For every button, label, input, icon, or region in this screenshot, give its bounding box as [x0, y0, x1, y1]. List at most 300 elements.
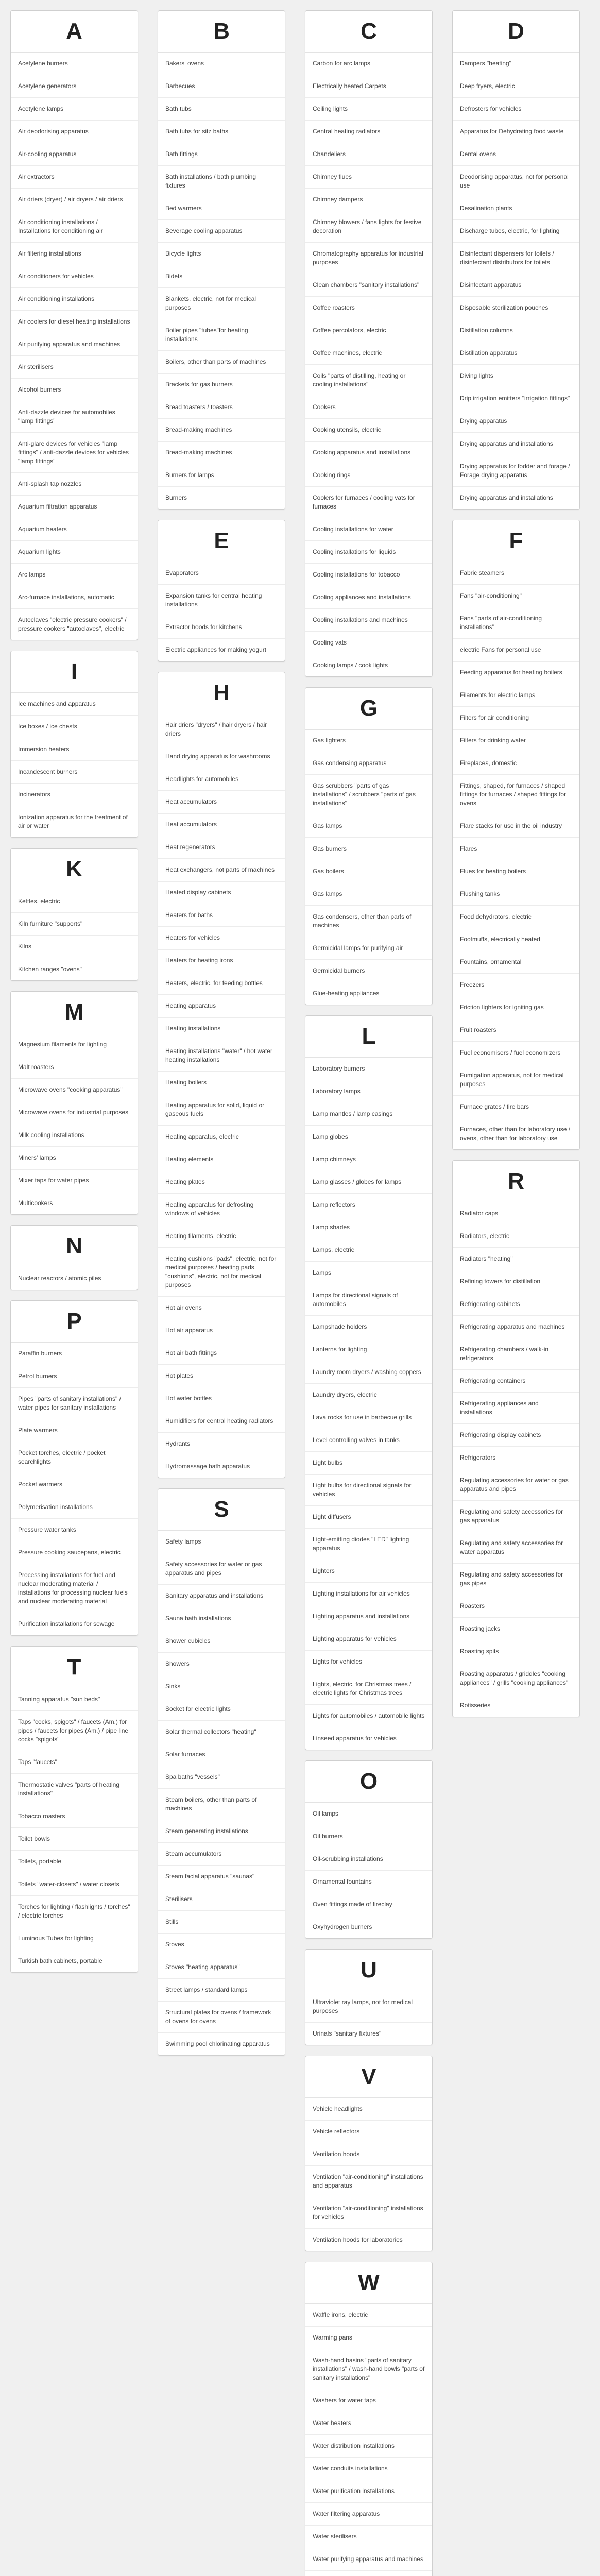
list-item[interactable]: Fabric steamers — [453, 562, 579, 585]
list-item[interactable]: Aquarium lights — [11, 541, 138, 564]
list-item[interactable]: Air deodorising apparatus — [11, 121, 138, 143]
list-item[interactable]: Steam boilers, other than parts of machines — [158, 1789, 285, 1820]
list-item[interactable]: Lights for automobiles / automobile lights — [305, 1705, 432, 1727]
list-item[interactable]: Defrosters for vehicles — [453, 98, 579, 121]
list-item[interactable]: Toilet bowls — [11, 1828, 138, 1851]
list-item[interactable]: Blankets, electric, not for medical purposes — [158, 288, 285, 319]
list-item[interactable]: Heaters for vehicles — [158, 927, 285, 950]
list-item[interactable]: Boilers, other than parts of machines — [158, 351, 285, 374]
list-item[interactable]: Hydromassage bath apparatus — [165, 1463, 250, 1470]
list-item[interactable]: Lanterns for lighting — [305, 1338, 432, 1361]
list-item[interactable]: Lamps — [305, 1262, 432, 1284]
list-item[interactable]: Air conditioning installations / Installations for conditioning air — [11, 211, 138, 243]
list-item[interactable]: Sinks — [158, 1675, 285, 1698]
list-item[interactable]: Burners — [165, 494, 187, 501]
list-item[interactable]: Refrigerating display cabinets — [453, 1424, 579, 1447]
list-item[interactable]: Lighting apparatus and installations — [305, 1605, 432, 1628]
list-item[interactable]: Beverage cooling apparatus — [158, 220, 285, 243]
list-item[interactable]: Mixer taps for water pipes — [11, 1170, 138, 1192]
list-item[interactable]: Ornamental fountains — [305, 1871, 432, 1893]
list-item[interactable]: Heating installations "water" / hot water heating installations — [158, 1040, 285, 1072]
list-item[interactable]: Regulating accessories for water or gas apparatus and pipes — [453, 1469, 579, 1501]
list-item[interactable]: Pressure cooking saucepans, electric — [11, 1541, 138, 1564]
list-item[interactable]: Heating boilers — [158, 1072, 285, 1094]
list-item[interactable]: Steam facial apparatus "saunas" — [158, 1866, 285, 1888]
list-item[interactable]: Acetylene lamps — [11, 98, 138, 121]
list-item[interactable]: Ultraviolet ray lamps, not for medical purposes — [305, 1991, 432, 2023]
list-item[interactable]: Boiler pipes "tubes"for heating installations — [158, 319, 285, 351]
list-item[interactable]: Chromatography apparatus for industrial purposes — [305, 243, 432, 274]
list-item[interactable]: Lighting installations for air vehicles — [305, 1583, 432, 1605]
list-item[interactable]: Fans "air-conditioning" — [453, 585, 579, 607]
list-item[interactable]: Ice boxes / ice chests — [11, 716, 138, 738]
list-item[interactable]: Microwave ovens for industrial purposes — [11, 1101, 138, 1124]
list-item[interactable]: Glue-heating appliances — [313, 990, 380, 997]
list-item[interactable]: Kiln furniture "supports" — [11, 913, 138, 936]
list-item[interactable]: Immersion heaters — [11, 738, 138, 761]
list-item[interactable] — [305, 2571, 432, 2576]
list-item[interactable]: Bath tubs for sitz baths — [158, 121, 285, 143]
list-item[interactable]: Bread toasters / toasters — [158, 396, 285, 419]
list-item[interactable]: Roasting spits — [453, 1640, 579, 1663]
list-item[interactable]: Air purifying apparatus and machines — [11, 333, 138, 356]
list-item[interactable]: Hand drying apparatus for washrooms — [158, 745, 285, 768]
list-item[interactable]: Stoves — [158, 1934, 285, 1956]
list-item[interactable]: Urinals "sanitary fixtures" — [313, 2030, 382, 2037]
list-item[interactable]: electric Fans for personal use — [453, 639, 579, 662]
list-item[interactable]: Food dehydrators, electric — [453, 906, 579, 928]
list-item[interactable]: Miners' lamps — [11, 1147, 138, 1170]
list-item[interactable]: Heating elements — [158, 1148, 285, 1171]
list-item[interactable]: Anti-glare devices for vehicles "lamp fittings" / anti-dazzle devices for vehicles "lamp fittings" — [11, 433, 138, 473]
list-item[interactable]: Germicidal burners — [305, 960, 432, 982]
list-item[interactable]: Water filtering apparatus — [305, 2503, 432, 2526]
list-item[interactable]: Sterilisers — [158, 1888, 285, 1911]
list-item[interactable]: Deep fryers, electric — [453, 75, 579, 98]
list-item[interactable]: Torches for lighting / flashlights / torches" / electric torches — [11, 1896, 138, 1927]
list-item[interactable]: Acetylene generators — [11, 75, 138, 98]
list-item[interactable]: Refrigerating appliances and installations — [453, 1393, 579, 1424]
list-item[interactable]: Air conditioners for vehicles — [11, 265, 138, 288]
list-item[interactable]: Ventilation hoods for laboratories — [313, 2236, 403, 2243]
list-item[interactable]: Oil-scrubbing installations — [305, 1848, 432, 1871]
list-item[interactable]: Chandeliers — [305, 143, 432, 166]
list-item[interactable]: Kitchen ranges "ovens" — [18, 965, 82, 973]
list-item[interactable]: Flares — [453, 838, 579, 860]
list-item[interactable]: Ice machines and apparatus — [11, 693, 138, 716]
list-item[interactable]: Pipes "parts of sanitary installations" / water pipes for sanitary installations — [11, 1388, 138, 1419]
list-item[interactable]: Warming pans — [305, 2327, 432, 2349]
list-item[interactable]: Laundry dryers, electric — [305, 1384, 432, 1406]
list-item[interactable]: Bakers' ovens — [158, 53, 285, 75]
list-item[interactable]: Water conduits installations — [305, 2458, 432, 2480]
list-item[interactable]: Radiators, electric — [453, 1225, 579, 1248]
list-item[interactable]: Solar thermal collectors "heating" — [158, 1721, 285, 1743]
list-item[interactable]: Bicycle lights — [158, 243, 285, 265]
list-item[interactable]: Carbon for arc lamps — [305, 53, 432, 75]
list-item[interactable]: Lamps for directional signals of automobiles — [305, 1284, 432, 1316]
list-item[interactable]: Water purification installations — [305, 2480, 432, 2503]
list-item[interactable]: Bidets — [158, 265, 285, 288]
list-item[interactable]: Air coolers for diesel heating installations — [11, 311, 138, 333]
list-item[interactable]: Deodorising apparatus, not for personal use — [453, 166, 579, 197]
letter-heading: B — [158, 11, 285, 53]
list-item[interactable]: Gas boilers — [305, 860, 432, 883]
list-item[interactable]: Coffee roasters — [305, 297, 432, 319]
list-item[interactable]: Apparatus for Dehydrating food waste — [453, 121, 579, 143]
list-item[interactable]: Toilets "water-closets" / water closets — [11, 1873, 138, 1896]
list-item[interactable]: Stills — [158, 1911, 285, 1934]
list-item[interactable]: Ventilation "air-conditioning" installations for vehicles — [305, 2197, 432, 2229]
list-item[interactable]: Nuclear reactors / atomic piles — [18, 1275, 101, 1282]
list-item[interactable]: Level controlling valves in tanks — [305, 1429, 432, 1452]
list-item[interactable]: Heating apparatus for solid, liquid or gaseous fuels — [158, 1094, 285, 1126]
list-item[interactable]: Gas lighters — [305, 730, 432, 752]
list-item[interactable]: Incandescent burners — [11, 761, 138, 784]
list-item[interactable]: Heat regenerators — [158, 836, 285, 859]
list-item[interactable]: Heating apparatus — [158, 995, 285, 1018]
list-item[interactable]: Bed warmers — [158, 197, 285, 220]
list-item[interactable]: Water sterilisers — [305, 2526, 432, 2548]
list-item[interactable]: Radiators "heating" — [453, 1248, 579, 1270]
list-item[interactable]: Heating filaments, electric — [158, 1225, 285, 1248]
list-item[interactable]: Filaments for electric lamps — [453, 684, 579, 707]
list-item[interactable]: Waffle irons, electric — [305, 2304, 432, 2327]
list-item[interactable]: Milk cooling installations — [11, 1124, 138, 1147]
list-item[interactable]: Fumigation apparatus, not for medical purposes — [453, 1064, 579, 1096]
list-item[interactable]: Sauna bath installations — [158, 1607, 285, 1630]
list-item[interactable]: Rotisseries — [460, 1702, 491, 1709]
list-item[interactable]: Ionization apparatus for the treatment of air or water — [18, 814, 128, 829]
list-item[interactable]: Footmuffs, electrically heated — [453, 928, 579, 951]
list-item[interactable]: Gas condensers, other than parts of machines — [305, 906, 432, 937]
list-item[interactable]: Hot plates — [158, 1365, 285, 1387]
list-item[interactable]: Toilets, portable — [11, 1851, 138, 1873]
list-item[interactable]: Drip irrigation emitters "irrigation fittings" — [453, 387, 579, 410]
list-item[interactable]: Chimney blowers / fans lights for festive decoration — [305, 211, 432, 243]
list-item[interactable]: Oven fittings made of fireclay — [305, 1893, 432, 1916]
list-item[interactable]: Heating apparatus, electric — [158, 1126, 285, 1148]
list-item[interactable]: Heating plates — [158, 1171, 285, 1194]
list-item[interactable]: Lampshade holders — [305, 1316, 432, 1338]
list-item[interactable]: Refining towers for distillation — [453, 1270, 579, 1293]
list-item[interactable]: Cooling installations for tobacco — [305, 564, 432, 586]
list-item[interactable]: Bath tubs — [158, 98, 285, 121]
list-item[interactable]: Purification installations for sewage — [18, 1620, 115, 1628]
list-item[interactable]: Pocket warmers — [11, 1473, 138, 1496]
list-item[interactable]: Anti-dazzle devices for automobiles "lamp fittings" — [11, 401, 138, 433]
list-item[interactable]: Evaporators — [158, 562, 285, 585]
list-item[interactable]: Gas lamps — [305, 815, 432, 838]
list-item[interactable]: Bread-making machines — [158, 419, 285, 442]
list-item[interactable]: Flare stacks for use in the oil industry — [453, 815, 579, 838]
list-item[interactable]: Humidifiers for central heating radiators — [158, 1410, 285, 1433]
list-item[interactable]: Electric appliances for making yogurt — [165, 646, 267, 653]
list-item[interactable]: Structural plates for ovens / framework of ovens for ovens — [158, 2002, 285, 2033]
list-item[interactable]: Spa baths "vessels" — [158, 1766, 285, 1789]
list-item[interactable]: Kettles, electric — [11, 890, 138, 913]
list-item[interactable]: Heating cushions "pads", electric, not for medical purposes / heating pads "cushions", electric, not for medical purposes — [158, 1248, 285, 1297]
list-item[interactable]: Alcohol burners — [11, 379, 138, 401]
list-item[interactable]: Heating apparatus for defrosting windows of vehicles — [158, 1194, 285, 1225]
list-item[interactable]: Extractor hoods for kitchens — [158, 616, 285, 639]
list-item[interactable]: Flushing tanks — [453, 883, 579, 906]
list-item[interactable]: Lamp globes — [305, 1126, 432, 1148]
list-item[interactable]: Hot water bottles — [158, 1387, 285, 1410]
list-item[interactable]: Linseed apparatus for vehicles — [313, 1735, 397, 1742]
list-item[interactable]: Street lamps / standard lamps — [158, 1979, 285, 2002]
list-item[interactable]: Tanning apparatus "sun beds" — [11, 1688, 138, 1711]
list-item[interactable]: Lights, electric, for Christmas trees / electric lights for Christmas trees — [305, 1673, 432, 1705]
list-item[interactable]: Filters for drinking water — [453, 730, 579, 752]
list-item[interactable]: Bread-making machines — [158, 442, 285, 464]
list-item[interactable]: Barbecues — [158, 75, 285, 98]
list-item[interactable]: Fruit roasters — [453, 1019, 579, 1042]
list-item[interactable]: Air driers (dryer) / air dryers / air driers — [11, 189, 138, 211]
list-item[interactable]: Microwave ovens "cooking apparatus" — [11, 1079, 138, 1101]
list-item[interactable]: Cookers — [305, 396, 432, 419]
list-item[interactable]: Fireplaces, domestic — [453, 752, 579, 775]
list-item[interactable]: Luminous Tubes for lighting — [11, 1927, 138, 1950]
list-item[interactable]: Regulating and safety accessories for water apparatus — [453, 1532, 579, 1564]
list-item[interactable]: Malt roasters — [11, 1056, 138, 1079]
list-item[interactable]: Cooling vats — [305, 632, 432, 654]
list-item[interactable]: Burners for lamps — [158, 464, 285, 487]
list-item[interactable]: Refrigerating containers — [453, 1370, 579, 1393]
list-item[interactable]: Cooling installations and machines — [305, 609, 432, 632]
list-item[interactable]: Gas scrubbers "parts of gas installations" / scrubbers "parts of gas installations" — [305, 775, 432, 815]
letter-heading: L — [305, 1016, 432, 1058]
list-item[interactable]: Furnace grates / fire bars — [453, 1096, 579, 1118]
list-item[interactable]: Refrigerating apparatus and machines — [453, 1316, 579, 1338]
list-item[interactable]: Fittings, shaped, for furnaces / shaped fittings for furnaces / shaped fittings for ovens — [453, 775, 579, 815]
list-item[interactable]: Gas burners — [305, 838, 432, 860]
list-item[interactable]: Headlights for automobiles — [158, 768, 285, 791]
list-item[interactable]: Anti-splash tap nozzles — [11, 473, 138, 496]
list-item[interactable]: Aquarium filtration apparatus — [11, 496, 138, 518]
list-item[interactable]: Paraffin burners — [11, 1343, 138, 1365]
list-item[interactable]: Flues for heating boilers — [453, 860, 579, 883]
list-item[interactable]: Regulating and safety accessories for gas pipes — [453, 1564, 579, 1595]
list-item[interactable]: Chimney flues — [305, 166, 432, 189]
list-item[interactable]: Air filtering installations — [11, 243, 138, 265]
list-item[interactable]: Laundry room dryers / washing coppers — [305, 1361, 432, 1384]
list-item[interactable]: Petrol burners — [11, 1365, 138, 1388]
list-item[interactable]: Sanitary apparatus and installations — [158, 1585, 285, 1607]
list-item[interactable]: Cooking utensils, electric — [305, 419, 432, 442]
list-item[interactable]: Drying apparatus for fodder and forage / Forage drying apparatus — [453, 455, 579, 487]
list-item[interactable]: Steam accumulators — [158, 1843, 285, 1866]
list-item[interactable]: Lamp mantles / lamp casings — [305, 1103, 432, 1126]
list-item[interactable]: Heaters for baths — [158, 904, 285, 927]
list-item[interactable]: Diving lights — [453, 365, 579, 387]
list-item[interactable]: Hot air bath fittings — [158, 1342, 285, 1365]
list-item[interactable]: Distillation apparatus — [453, 342, 579, 365]
list-item[interactable]: Disinfectant apparatus — [453, 274, 579, 297]
list-item[interactable]: Air sterilisers — [11, 356, 138, 379]
list-item[interactable]: Fans "parts of air-conditioning installations" — [453, 607, 579, 639]
list-item[interactable]: Clean chambers "sanitary installations" — [305, 274, 432, 297]
list-item[interactable]: Cooking lamps / cook lights — [313, 662, 388, 669]
list-item[interactable]: Wash-hand basins "parts of sanitary installations" / wash-hand bowls "parts of sanitary installations" — [305, 2349, 432, 2389]
list-item[interactable]: Lava rocks for use in barbecue grills — [305, 1406, 432, 1429]
list-item[interactable]: Lighters — [305, 1560, 432, 1583]
list-item[interactable]: Gas condensing apparatus — [305, 752, 432, 775]
letter-card-b — [158, 10, 285, 510]
list-item[interactable]: Oil burners — [305, 1825, 432, 1848]
list-item[interactable]: Drying apparatus and installations — [460, 494, 553, 501]
list-item[interactable]: Refrigerating cabinets — [453, 1293, 579, 1316]
list-item[interactable]: Air-cooling apparatus — [11, 143, 138, 166]
list-item[interactable]: Brackets for gas burners — [158, 374, 285, 396]
list-item[interactable]: Laboratory lamps — [305, 1080, 432, 1103]
list-item[interactable]: Drying apparatus and installations — [453, 433, 579, 455]
list-item[interactable]: Socket for electric lights — [158, 1698, 285, 1721]
list-item[interactable]: Filters for air conditioning — [453, 707, 579, 730]
list-item[interactable]: Heat accumulators — [158, 814, 285, 836]
list-item[interactable]: Pressure water tanks — [11, 1519, 138, 1541]
list-item[interactable]: Water distribution installations — [305, 2435, 432, 2458]
list-item[interactable]: Arc lamps — [11, 564, 138, 586]
list-item[interactable]: Heating installations — [158, 1018, 285, 1040]
list-item[interactable]: Heaters for heating irons — [158, 950, 285, 972]
list-item[interactable]: Shower cubicles — [158, 1630, 285, 1653]
list-item[interactable]: Water heaters — [305, 2412, 432, 2435]
list-item[interactable]: Heaters, electric, for feeding bottles — [158, 972, 285, 995]
list-item[interactable]: Cooking apparatus and installations — [305, 442, 432, 464]
list-item[interactable]: Radiator caps — [453, 1202, 579, 1225]
list-item[interactable]: Refrigerators — [453, 1447, 579, 1469]
list-item[interactable]: Fountains, ornamental — [453, 951, 579, 974]
list-item[interactable]: Light bulbs for directional signals for vehicles — [305, 1475, 432, 1506]
list-item[interactable]: Safety lamps — [158, 1531, 285, 1553]
list-item[interactable]: Central heating radiators — [305, 121, 432, 143]
list-item[interactable]: Kilns — [11, 936, 138, 958]
list-item[interactable]: Lamp shades — [305, 1216, 432, 1239]
list-item[interactable]: Roasting apparatus / griddles "cooking appliances" / grills "cooking appliances" — [453, 1663, 579, 1694]
list-item[interactable]: Showers — [158, 1653, 285, 1675]
list-item[interactable]: Hot air apparatus — [158, 1319, 285, 1342]
list-item[interactable]: Multicookers — [18, 1199, 53, 1207]
list-item[interactable]: Vehicle headlights — [305, 2098, 432, 2121]
list-item[interactable]: Roasting jacks — [453, 1618, 579, 1640]
list-item[interactable]: Lighting apparatus for vehicles — [305, 1628, 432, 1651]
list-item[interactable]: Heat exchangers, not parts of machines — [158, 859, 285, 882]
list-item[interactable]: Coffee percolators, electric — [305, 319, 432, 342]
list-item[interactable]: Lamps, electric — [305, 1239, 432, 1262]
list-item[interactable]: Incinerators — [11, 784, 138, 806]
list-item[interactable]: Germicidal lamps for purifying air — [305, 937, 432, 960]
list-item[interactable]: Chimney dampers — [305, 189, 432, 211]
list-item[interactable]: Processing installations for fuel and nuclear moderating material / installations for processing nuclear fuels and nuclear moderating material — [11, 1564, 138, 1613]
list-item[interactable]: Lights for vehicles — [305, 1651, 432, 1673]
list-item[interactable]: Gas lamps — [305, 883, 432, 906]
list-item[interactable]: Cooling installations for liquids — [305, 541, 432, 564]
list-item[interactable]: Dental ovens — [453, 143, 579, 166]
list-item[interactable]: Light-emitting diodes "LED" lighting apparatus — [305, 1529, 432, 1560]
list-item[interactable]: Coolers for furnaces / cooling vats for furnaces — [305, 487, 432, 518]
list-item[interactable]: Magnesium filaments for lighting — [11, 1033, 138, 1056]
list-item[interactable]: Refrigerating chambers / walk-in refrigerators — [453, 1338, 579, 1370]
list-item[interactable]: Aquarium heaters — [11, 518, 138, 541]
list-item[interactable]: Cooling installations for water — [305, 518, 432, 541]
list-item[interactable]: Vehicle reflectors — [305, 2121, 432, 2143]
list-item[interactable]: Pocket torches, electric / pocket searchlights — [11, 1442, 138, 1473]
list-item[interactable]: Oil lamps — [305, 1803, 432, 1825]
list-item[interactable]: Friction lighters for igniting gas — [453, 996, 579, 1019]
list-item[interactable]: Arc-furnace installations, automatic — [11, 586, 138, 609]
list-item[interactable]: Thermostatic valves "parts of heating installations" — [11, 1774, 138, 1805]
list-item[interactable]: Electrically heated Carpets — [305, 75, 432, 98]
list-item[interactable]: Freezers — [453, 974, 579, 996]
list-item[interactable]: Discharge tubes, electric, for lighting — [453, 220, 579, 243]
list-item[interactable]: Light bulbs — [305, 1452, 432, 1475]
list-item[interactable]: Desalination plants — [453, 197, 579, 220]
list-item[interactable]: Coils "parts of distilling, heating or cooling installations" — [305, 365, 432, 396]
list-item[interactable]: Bath installations / bath plumbing fixtures — [158, 166, 285, 197]
list-item[interactable]: Disposable sterilization pouches — [453, 297, 579, 319]
list-item[interactable]: Ceiling lights — [305, 98, 432, 121]
list-item[interactable]: Heated display cabinets — [158, 882, 285, 904]
list-item[interactable]: Bath fittings — [158, 143, 285, 166]
list-item[interactable]: Solar furnaces — [158, 1743, 285, 1766]
list-item[interactable]: Air extractors — [11, 166, 138, 189]
list-item[interactable]: Turkish bath cabinets, portable — [18, 1957, 102, 1964]
list-item[interactable]: Water purifying apparatus and machines — [305, 2548, 432, 2571]
list-item[interactable]: Washers for water taps — [305, 2389, 432, 2412]
list-item[interactable]: Acetylene burners — [11, 53, 138, 75]
list-item[interactable]: Light diffusers — [305, 1506, 432, 1529]
list-item[interactable]: Coffee machines, electric — [305, 342, 432, 365]
list-item[interactable]: Safety accessories for water or gas apparatus and pipes — [158, 1553, 285, 1585]
list-item[interactable]: Polymerisation installations — [11, 1496, 138, 1519]
list-item[interactable]: Taps "cocks, spigots" / faucets (Am.) for pipes / faucets for pipes (Am.) / pipe line cocks "spigots" — [11, 1711, 138, 1751]
list-item[interactable]: Lamp reflectors — [305, 1194, 432, 1216]
list-item[interactable]: Oxyhydrogen burners — [313, 1923, 372, 1930]
list-item[interactable]: Plate warmers — [11, 1419, 138, 1442]
list-item[interactable]: Regulating and safety accessories for gas apparatus — [453, 1501, 579, 1532]
list-item[interactable]: Ventilation "air-conditioning" installations and apparatus — [305, 2166, 432, 2197]
list-item[interactable]: Hot air ovens — [158, 1297, 285, 1319]
list-item[interactable]: Stoves "heating apparatus" — [158, 1956, 285, 1979]
list-item[interactable]: Cooling appliances and installations — [305, 586, 432, 609]
list-item[interactable]: Disinfectant dispensers for toilets / disinfectant distributors for toilets — [453, 243, 579, 274]
list-item[interactable]: Steam generating installations — [158, 1820, 285, 1843]
list-item[interactable]: Roasters — [453, 1595, 579, 1618]
list-item[interactable]: Autoclaves "electric pressure cookers" / pressure cookers "autoclaves", electric — [18, 616, 127, 632]
list-item[interactable]: Lamp glasses / globes for lamps — [305, 1171, 432, 1194]
list-item[interactable]: Taps "faucets" — [11, 1751, 138, 1774]
list-item[interactable]: Dampers "heating" — [453, 53, 579, 75]
list-item[interactable]: Heat accumulators — [158, 791, 285, 814]
list-item[interactable]: Hydrants — [158, 1433, 285, 1455]
list-item[interactable]: Hair driers "dryers" / hair dryers / hair driers — [158, 714, 285, 745]
list-item[interactable]: Furnaces, other than for laboratory use / ovens, other than for laboratory use — [460, 1126, 571, 1142]
list-item[interactable]: Lamp chimneys — [305, 1148, 432, 1171]
list-item[interactable]: Feeding apparatus for heating boilers — [453, 662, 579, 684]
list-item[interactable]: Cooking rings — [305, 464, 432, 487]
list-item[interactable]: Ventilation hoods — [305, 2143, 432, 2166]
list-item[interactable]: Laboratory burners — [305, 1058, 432, 1080]
list-item[interactable]: Tobacco roasters — [11, 1805, 138, 1828]
letter-heading: A — [11, 11, 138, 53]
list-item[interactable]: Expansion tanks for central heating installations — [158, 585, 285, 616]
list-item[interactable]: Distillation columns — [453, 319, 579, 342]
list-item[interactable]: Swimming pool chlorinating apparatus — [165, 2040, 270, 2047]
list-item[interactable]: Air conditioning installations — [11, 288, 138, 311]
list-item[interactable]: Fuel economisers / fuel economizers — [453, 1042, 579, 1064]
list-item[interactable]: Drying apparatus — [453, 410, 579, 433]
